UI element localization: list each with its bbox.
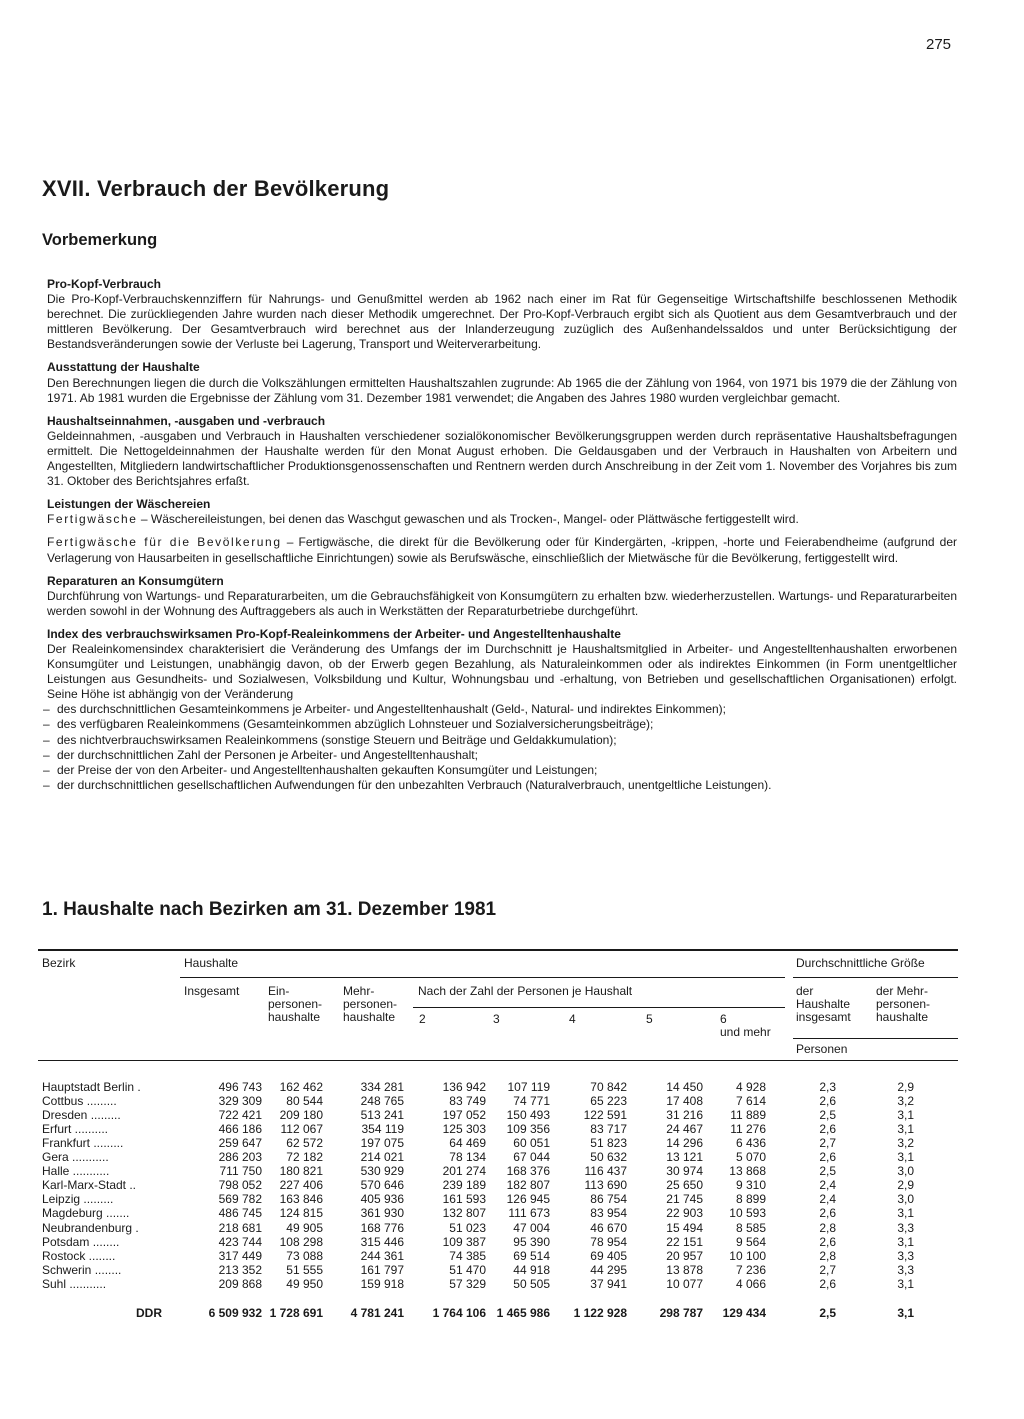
table-cell: 3,1 <box>897 1234 914 1249</box>
bezirk-name: Magdeburg ....... <box>42 1206 130 1221</box>
table-cell: 2,8 <box>819 1220 836 1235</box>
header-line: 6 <box>720 1012 727 1026</box>
note-index <box>47 627 957 793</box>
header-rule <box>793 977 958 978</box>
table-row <box>38 1277 958 1291</box>
header-line: haushalte <box>268 1010 321 1024</box>
table-row <box>38 1235 958 1249</box>
table-cell: 7 236 <box>735 1262 766 1277</box>
table-cell: 161 593 <box>442 1192 486 1207</box>
term: Fertigwäsche <box>47 512 138 527</box>
table-cell: 83 954 <box>590 1206 627 1221</box>
table-cell: 15 494 <box>666 1220 703 1235</box>
note-ausstattung <box>47 360 957 405</box>
table-row-total <box>38 1306 958 1320</box>
table-cell: 2,5 <box>819 1164 836 1179</box>
table-cell: 86 754 <box>590 1192 627 1207</box>
note-text: Der Realeinkomensindex charakterisiert die Veränderung des Umfangs der im Durchschnitt je Haushaltsmitglied in Arbeiter- und Angestelltenhaushalten erworbenen Konsumgüter und Leistungen, unabhängig davon, ob der Erwerb gegen Bezahlung, als Naturaleinkommen oder als indirektes Einkommen (in Form unentgeltlicher Leistungen aus Gesundheits- und Sozialwesen, Volksbildung und Kultur, Wohnungsbau und -erhaltung, von Betrieben und gesellschaftlichen Organisationen) erfolgt. Seine Höhe ist abhängig von der Veränderung <box>47 641 957 702</box>
table-cell: 3,1 <box>897 1206 914 1221</box>
header-line: Ein- <box>268 984 290 998</box>
table-cell: 37 941 <box>590 1276 627 1291</box>
table-cell: 4 066 <box>735 1276 766 1291</box>
table-cell: 5 070 <box>735 1150 766 1165</box>
table-row <box>38 1108 958 1122</box>
note-text: Den Berechnungen liegen die durch die Volkszählungen ermittelten Haushaltszahlen zugrunde: Ab 1965 die der Zählung von 1964, von 1971 bis 1979 die der Zählung von 1971. Ab 1981 wurden die Ergebnisse der Zählung vom 31. Dezember 1981 verwendet; die Angaben des Jahres 1980 wurden vergleichbar gemacht. <box>47 375 957 405</box>
table-cell: 2,9 <box>897 1080 914 1094</box>
note-text: Durchführung von Wartungs- und Reparaturarbeiten, um die Gebrauchsfähigkeit von Konsumgütern zu erhalten bzw. wiederherzustellen. Wartungs- und Reparaturarbeiten werden sowohl in der Wohnung des Auftraggebers als auch in Werkstätten der Reparaturbetriebe durchgeführt. <box>47 588 957 618</box>
table-cell: 13 878 <box>666 1262 703 1277</box>
note-heading: Index des verbrauchswirksamen Pro-Kopf-Realeinkommens der Arbeiter- und Angestelltenhaushalte <box>47 626 621 641</box>
table-cell: 466 186 <box>218 1122 262 1137</box>
table-cell: 83 717 <box>590 1122 627 1137</box>
header-einpersonen <box>268 985 322 1024</box>
table-cell: 49 950 <box>286 1276 323 1291</box>
table-cell: 711 750 <box>219 1164 262 1179</box>
header-rule <box>413 1007 785 1008</box>
table-cell: 74 771 <box>513 1094 550 1109</box>
table-cell: 116 437 <box>584 1164 627 1179</box>
table-cell: 132 807 <box>442 1206 486 1221</box>
table-cell: 136 942 <box>442 1080 486 1094</box>
definition: – Fertigwäsche, die direkt für die Bevölkerung oder für Kindergärten, -krippen, -horte und Feierabendheime (aufgrund der Verlagerung von Hausarbeiten in gesellschaftliche Einrichtungen) sowie als Berufswäsche, einschließlich der Mietwäsche für die Bevölkerung, fertiggestellt wird. <box>47 535 957 565</box>
table-cell: 423 744 <box>218 1234 262 1249</box>
header-bottom-rule <box>38 1060 958 1061</box>
definition: – Wäschereileistungen, bei denen das Waschgut gewaschen und als Trocken-, Mangel- oder Plättwäsche fertiggestellt wird. <box>137 512 799 527</box>
table-cell: 108 298 <box>279 1234 323 1249</box>
table-cell: 24 467 <box>666 1122 703 1137</box>
table-cell: 111 673 <box>508 1206 550 1221</box>
table-row <box>38 1164 958 1178</box>
note-reparaturen <box>47 574 957 619</box>
table-cell: 496 743 <box>218 1080 262 1094</box>
table-cell: 69 514 <box>513 1248 550 1263</box>
table-cell: 50 505 <box>513 1276 550 1291</box>
table-row <box>38 1249 958 1263</box>
table-cell: 161 797 <box>360 1262 404 1277</box>
header-p3: 3 <box>493 1012 500 1026</box>
table-cell: 3,2 <box>897 1136 914 1151</box>
table-cell: 50 632 <box>590 1150 627 1165</box>
table-cell: 31 216 <box>666 1108 703 1123</box>
table-cell: 1 122 928 <box>573 1306 627 1320</box>
table-cell: 163 846 <box>279 1192 323 1207</box>
table-cell: 14 450 <box>666 1080 703 1094</box>
list-item: – der durchschnittlichen Zahl der Personen je Arbeiter- und Angestelltenhaushalt; <box>47 748 957 763</box>
note-heading: Leistungen der Wäschereien <box>47 497 211 512</box>
table-cell: 162 462 <box>279 1080 323 1094</box>
table-cell: 51 470 <box>449 1262 486 1277</box>
table-cell: 67 044 <box>513 1150 550 1165</box>
table-cell: 73 088 <box>286 1248 323 1263</box>
table-cell: 3,1 <box>897 1108 914 1123</box>
bezirk-name: Leipzig ......... <box>42 1192 114 1207</box>
table-cell: 109 356 <box>506 1122 550 1137</box>
table-cell: 150 493 <box>506 1108 550 1123</box>
header-line: haushalte <box>876 1010 929 1024</box>
table-cell: 80 544 <box>286 1094 323 1109</box>
table-cell: 65 223 <box>590 1094 627 1109</box>
table-cell: 9 564 <box>735 1234 766 1249</box>
header-durchschnitt: Durchschnittliche Größe <box>796 956 925 970</box>
table-cell: 51 023 <box>449 1220 486 1235</box>
table-row <box>38 1206 958 1220</box>
table-cell: 1 728 691 <box>269 1306 323 1320</box>
table-cell: 2,4 <box>819 1192 836 1207</box>
table-cell: 2,6 <box>819 1234 836 1249</box>
table-cell: 2,6 <box>819 1150 836 1165</box>
table-cell: 3,3 <box>897 1220 914 1235</box>
table-cell: 239 189 <box>442 1178 486 1193</box>
header-haushalte: Haushalte <box>184 956 239 970</box>
table-cell: 334 281 <box>360 1080 404 1094</box>
table-cell: 4 928 <box>735 1080 766 1094</box>
table-cell: 209 180 <box>279 1108 323 1123</box>
table-cell: 722 421 <box>218 1108 262 1123</box>
table-cell: 47 004 <box>513 1220 550 1235</box>
bezirk-name: Potsdam ........ <box>42 1234 120 1249</box>
header-rule <box>793 1038 958 1039</box>
table-cell: 315 446 <box>360 1234 404 1249</box>
table-cell: 2,6 <box>819 1206 836 1221</box>
table-cell: 329 309 <box>218 1094 262 1109</box>
table-cell: 3,1 <box>897 1150 914 1165</box>
header-der-haushalte <box>796 985 851 1024</box>
table-cell: 298 787 <box>659 1306 703 1320</box>
table-cell: 248 765 <box>360 1094 404 1109</box>
table-cell: 122 591 <box>583 1108 627 1123</box>
table-cell: 46 670 <box>590 1220 627 1235</box>
header-line: insgesamt <box>796 1010 851 1024</box>
table-cell: 2,5 <box>819 1108 836 1123</box>
table-row <box>38 1178 958 1192</box>
list-item: – der Preise der von den Arbeiter- und Angestelltenhaushalten gekauften Konsumgüter und Leistungen; <box>47 763 957 778</box>
bezirk-name: Cottbus ......... <box>42 1094 117 1109</box>
table-cell: 317 449 <box>218 1248 262 1263</box>
header-line: der <box>796 984 814 998</box>
table-cell: 10 100 <box>729 1248 766 1263</box>
header-nach-zahl: Nach der Zahl der Personen je Haushalt <box>418 984 633 998</box>
table-cell: 11 889 <box>730 1108 766 1123</box>
table-cell: 3,3 <box>897 1262 914 1277</box>
header-p2: 2 <box>419 1012 426 1026</box>
table-cell: 17 408 <box>666 1094 703 1109</box>
note-heading: Pro-Kopf-Verbrauch <box>47 277 162 291</box>
note-heading: Reparaturen an Konsumgütern <box>47 573 224 588</box>
table-row <box>38 1221 958 1235</box>
table-cell: 30 974 <box>666 1164 703 1179</box>
bezirk-name: Halle ........... <box>42 1164 110 1179</box>
table-cell: 51 555 <box>286 1262 323 1277</box>
table-cell: 2,9 <box>897 1178 914 1193</box>
dash-list <box>47 702 957 793</box>
chapter-title: XVII. Verbrauch der Bevölkerung <box>42 176 390 201</box>
table-cell: 2,6 <box>819 1276 836 1291</box>
header-line: der Mehr- <box>876 984 929 998</box>
table-cell: 62 572 <box>286 1136 323 1151</box>
table-cell: 486 745 <box>218 1206 262 1221</box>
table-cell: 69 405 <box>590 1248 627 1263</box>
table-cell: 78 954 <box>590 1234 627 1249</box>
header-line: Mehr- <box>343 984 375 998</box>
bezirk-name: Suhl ........... <box>42 1276 107 1291</box>
table-row <box>38 1150 958 1164</box>
table-cell: 2,6 <box>819 1094 836 1109</box>
list-item: – der durchschnittlichen gesellschaftlichen Aufwendungen für den unbezahlten Verbrauch (Naturalverbrauch, unentgeltliche Leistungen). <box>47 778 957 793</box>
table-cell: 10 077 <box>666 1276 703 1291</box>
table-cell: 214 021 <box>360 1150 404 1165</box>
table-cell: 3,1 <box>897 1306 914 1320</box>
note-heading: Haushaltseinnahmen, -ausgaben und -verbrauch <box>47 413 326 428</box>
bezirk-name: Dresden ......... <box>42 1108 121 1123</box>
header-bezirk: Bezirk <box>42 956 76 970</box>
table-cell: 125 303 <box>442 1122 486 1137</box>
header-personen: Personen <box>796 1042 848 1056</box>
header-line: und mehr <box>720 1025 771 1039</box>
header-p5: 5 <box>646 1012 653 1026</box>
table-cell: 513 241 <box>360 1108 404 1123</box>
table-cell: 13 121 <box>666 1150 703 1165</box>
table-row <box>38 1080 958 1094</box>
table-cell: 2,5 <box>819 1306 836 1320</box>
list-item: – des durchschnittlichen Gesamteinkommens je Arbeiter- und Angestelltenhaushalt (Geld-, Natural- und indirektes Einkommen); <box>47 702 957 717</box>
table-cell: 405 936 <box>360 1192 404 1207</box>
table-cell: 182 807 <box>506 1178 550 1193</box>
table-cell: 13 868 <box>729 1164 766 1179</box>
table-cell: 126 945 <box>506 1192 550 1207</box>
section-title: Vorbemerkung <box>42 231 158 249</box>
table-cell: 44 295 <box>590 1262 627 1277</box>
note-text <box>47 512 957 527</box>
table-cell: 3,1 <box>897 1276 914 1291</box>
table-cell: 49 905 <box>286 1220 323 1235</box>
note-heading: Ausstattung der Haushalte <box>47 360 200 375</box>
bezirk-name: Schwerin ........ <box>42 1262 122 1277</box>
table-cell: 3,1 <box>897 1122 914 1137</box>
table-cell: 64 469 <box>449 1136 486 1151</box>
bezirk-name: DDR <box>136 1306 162 1320</box>
table-cell: 530 929 <box>360 1164 404 1179</box>
table-cell: 14 296 <box>666 1136 703 1151</box>
table-cell: 244 361 <box>360 1248 404 1263</box>
bezirk-name: Hauptstadt Berlin . <box>42 1080 141 1094</box>
table-cell: 60 051 <box>513 1136 550 1151</box>
table-cell: 3,3 <box>897 1248 914 1263</box>
header-line: personen- <box>268 997 323 1011</box>
header-line: personen- <box>343 997 398 1011</box>
table-cell: 21 745 <box>666 1192 703 1207</box>
header-line: personen- <box>876 997 931 1011</box>
table-cell: 570 646 <box>360 1178 404 1193</box>
table-cell: 197 052 <box>442 1108 486 1123</box>
table-cell: 2,7 <box>819 1262 836 1277</box>
note-waescherei <box>47 497 957 565</box>
table-cell: 10 593 <box>729 1206 766 1221</box>
preliminary-notes <box>47 277 957 801</box>
table-cell: 8 585 <box>735 1220 766 1235</box>
page-number: 275 <box>926 36 952 53</box>
table-cell: 1 764 106 <box>432 1306 486 1320</box>
table-row <box>38 1263 958 1277</box>
table-cell: 197 075 <box>360 1136 404 1151</box>
table-cell: 72 182 <box>286 1150 323 1165</box>
table-cell: 109 387 <box>442 1234 486 1249</box>
table-cell: 201 274 <box>442 1164 486 1179</box>
table-cell: 124 815 <box>279 1206 323 1221</box>
header-line: haushalte <box>343 1010 396 1024</box>
table-cell: 286 203 <box>218 1150 262 1165</box>
table-cell: 78 134 <box>449 1150 486 1165</box>
header-line: Haushalte <box>796 997 851 1011</box>
table-cell: 168 376 <box>506 1164 550 1179</box>
table-cell: 22 903 <box>666 1206 703 1221</box>
table-row <box>38 1122 958 1136</box>
table-cell: 180 821 <box>279 1164 323 1179</box>
header-mehrpersonen <box>343 985 397 1024</box>
table-cell: 227 406 <box>279 1178 323 1193</box>
table-cell: 57 329 <box>449 1276 486 1291</box>
table-cell: 95 390 <box>513 1234 550 1249</box>
bezirk-name: Frankfurt ......... <box>42 1136 124 1151</box>
table-cell: 569 782 <box>218 1192 262 1207</box>
table-cell: 8 899 <box>735 1192 766 1207</box>
table-cell: 259 647 <box>218 1136 262 1151</box>
table-cell: 107 119 <box>507 1080 550 1094</box>
table-cell: 25 650 <box>666 1178 703 1193</box>
header-der-mehrpersonen <box>876 985 930 1024</box>
note-text: Geldeinnahmen, -ausgaben und Verbrauch in Haushalten verschiedener sozialökonomischer Bevölkerungsgruppen werden durch repräsentative Haushaltsbefragungen ermittelt. Die Nettogeldeinnahmen der Haushalte werden für den Monat August erhoben. Die Geldausgaben und der Verbrauch in Haushalten von Arbeitern und Angestellten, Mitgliedern landwirtschaftlicher Produktionsgenossenschaften und Rentnern werden durch Anschreibung in der Zeit vom 1. November des Vorjahres bis zum 31. Oktober des Berichtsjahres erfaßt. <box>47 428 957 489</box>
table-cell: 159 918 <box>360 1276 404 1291</box>
table-cell: 129 434 <box>722 1306 766 1320</box>
table-cell: 51 823 <box>590 1136 627 1151</box>
term: Fertigwäsche für die Bevölkerung <box>47 535 282 550</box>
bezirk-name: Rostock ........ <box>42 1248 116 1263</box>
table-cell: 113 690 <box>584 1178 627 1193</box>
note-pro-kopf <box>47 277 957 352</box>
list-item: – des nichtverbrauchswirksamen Realeinkommens (sonstige Steuern und Beiträge und Geldakkumulation); <box>47 733 957 748</box>
table-cell: 218 681 <box>218 1220 262 1235</box>
table-cell: 44 918 <box>513 1262 550 1277</box>
header-p4: 4 <box>569 1012 576 1026</box>
table-cell: 168 776 <box>360 1220 404 1235</box>
note-text <box>47 535 957 565</box>
table-cell: 3,0 <box>897 1192 914 1207</box>
table-row <box>38 1192 958 1206</box>
note-text: Die Pro-Kopf-Verbrauchskennziffern für Nahrungs- und Genußmittel werden ab 1962 nach einer im Rat für Gegenseitige Wirtschaftshilfe beschlossenen Methodik berechnet. Die zurückliegenden Jahre wurden nach dieser Methodik umgerechnet. Der Pro-Kopf-Verbrauch ergibt sich als Quotient aus dem Gesamtverbrauch und der mittleren Bevölkerung. Der Gesamtverbrauch wird berechnet aus der Inlanderzeugung zuzüglich des Außenhandelssaldos und unter Berücksichtigung der Bestandsveränderungen sowie der Verluste bei Lagerung, Transport und Weiterverarbeitung. <box>47 292 957 352</box>
table-cell: 6 436 <box>735 1136 766 1151</box>
bezirk-name: Gera ........... <box>42 1150 109 1165</box>
table-cell: 9 310 <box>735 1178 766 1193</box>
table-cell: 354 119 <box>361 1122 404 1137</box>
bezirk-name: Karl-Marx-Stadt .. <box>42 1178 137 1193</box>
table-cell: 3,2 <box>897 1094 914 1109</box>
table-cell: 798 052 <box>218 1178 262 1193</box>
table-cell: 22 151 <box>666 1234 703 1249</box>
table-cell: 1 465 986 <box>496 1306 550 1320</box>
table-cell: 2,7 <box>819 1136 836 1151</box>
table-cell: 74 385 <box>449 1248 486 1263</box>
table-cell: 2,3 <box>819 1080 836 1094</box>
bezirk-name: Neubrandenburg . <box>42 1220 139 1235</box>
table-title: 1. Haushalte nach Bezirken am 31. Dezember 1981 <box>42 899 497 920</box>
bezirk-name: Erfurt .......... <box>42 1122 109 1137</box>
table-cell: 2,4 <box>819 1178 836 1193</box>
header-rule <box>180 977 785 978</box>
header-p6 <box>720 1013 771 1039</box>
table-cell: 213 352 <box>218 1262 262 1277</box>
table-cell: 6 509 932 <box>208 1306 262 1320</box>
table-top-rule <box>38 949 958 951</box>
table-row <box>38 1136 958 1150</box>
table-cell: 83 749 <box>449 1094 486 1109</box>
table-cell: 112 067 <box>280 1122 323 1137</box>
table-cell: 2,8 <box>819 1248 836 1263</box>
table-cell: 3,0 <box>897 1164 914 1179</box>
table-cell: 11 276 <box>730 1122 766 1137</box>
table-cell: 4 781 241 <box>350 1306 404 1320</box>
table-cell: 7 614 <box>735 1094 766 1109</box>
table-cell: 209 868 <box>218 1276 262 1291</box>
table-cell: 361 930 <box>360 1206 404 1221</box>
table-row <box>38 1094 958 1108</box>
table-cell: 2,6 <box>819 1122 836 1137</box>
note-einnahmen <box>47 414 957 489</box>
table-cell: 20 957 <box>666 1248 703 1263</box>
list-item: – des verfügbaren Realeinkommens (Gesamteinkommen abzüglich Lohnsteuer und Sozialversicherungsbeiträge); <box>47 717 957 732</box>
table-cell: 70 842 <box>590 1080 627 1094</box>
header-insgesamt: Insgesamt <box>184 984 240 998</box>
